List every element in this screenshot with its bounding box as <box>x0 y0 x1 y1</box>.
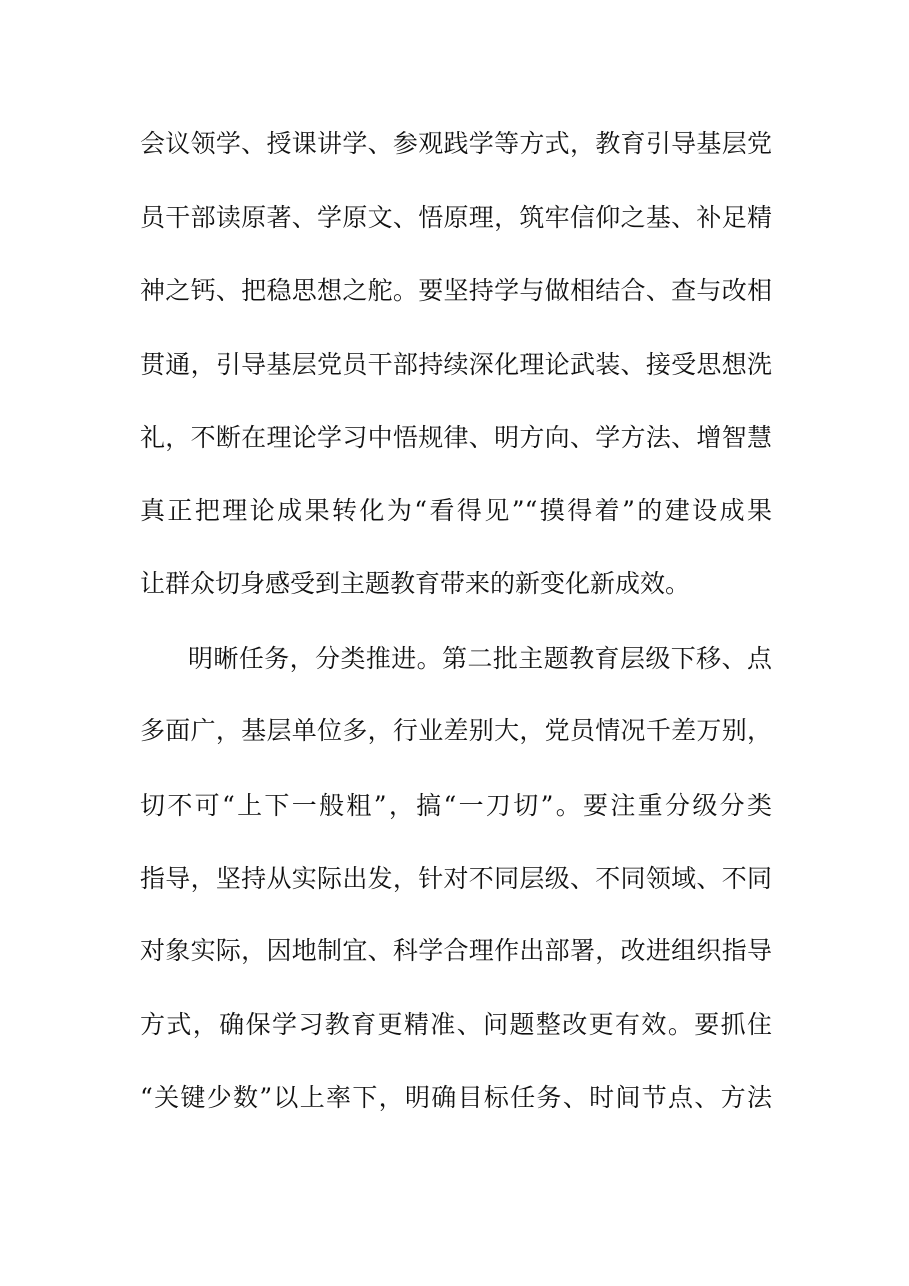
text-line: 让群众切身感受到主题教育带来的新变化新成效。 <box>140 569 691 598</box>
text-line: 神之钙、把稳思想之舵。要坚持学与做相结合、查与改相 <box>140 276 772 305</box>
text-line: 礼，不断在理论学习中悟规律、明方向、学方法、增智慧 <box>140 423 772 452</box>
text-line: 切不可“上下一般粗”，搞“一刀切”。要注重分级分类 <box>140 791 772 820</box>
text-line: 员干部读原著、学原文、悟原理，筑牢信仰之基、补足精 <box>140 203 772 232</box>
text-line: 多面广，基层单位多，行业差别大，党员情况千差万别， <box>140 716 772 745</box>
text-line: 指导，坚持从实际出发，针对不同层级、不同领域、不同 <box>140 864 772 893</box>
text-line: “关键少数”以上率下，明确目标任务、时间节点、方法 <box>140 1083 772 1112</box>
text-line: 贯通，引导基层党员干部持续深化理论武装、接受思想洗 <box>140 350 772 379</box>
text-line: 真正把理论成果转化为“看得见”“摸得着”的建设成果 <box>140 496 772 525</box>
text-line: 方式，确保学习教育更精准、问题整改更有效。要抓住 <box>140 1010 772 1039</box>
text-line: 会议领学、授课讲学、参观践学等方式，教育引导基层党 <box>140 129 772 158</box>
text-line: 对象实际，因地制宜、科学合理作出部署，改进组织指导 <box>140 936 772 965</box>
text-line: 明晰任务，分类推进。第二批主题教育层级下移、点 <box>188 644 772 673</box>
